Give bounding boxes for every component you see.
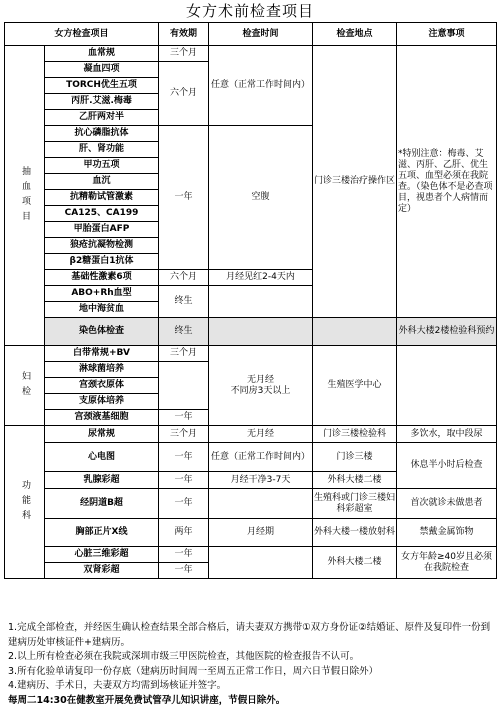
location-cell: 外科大楼二楼 [313, 547, 397, 579]
location-cell: 生殖医学中心 [313, 346, 397, 426]
item-cell: 心电图 [45, 443, 159, 472]
item-cell: 地中海贫血 [45, 302, 159, 318]
notes-cell: 外科大楼2楼检验科预约 [397, 318, 497, 346]
item-cell: 肝、肾功能 [45, 142, 159, 158]
location-cell: 外科大楼一楼放射科 [313, 519, 397, 547]
item-cell: 双肾彩超 [45, 563, 159, 579]
table-row [5, 346, 497, 362]
time-cell: 无月经 [209, 426, 313, 443]
table-row [5, 547, 497, 563]
item-cell: 心脏三维彩超 [45, 547, 159, 563]
notes-cell: 首次就诊未做患者 [397, 489, 497, 519]
location-cell [313, 318, 397, 346]
item-cell: ABO+Rh血型 [45, 286, 159, 302]
validity-cell: 一年 [159, 563, 209, 579]
header-location: 检查地点 [313, 23, 397, 46]
validity-cell: 一年 [159, 489, 209, 519]
item-cell: 支原体培养 [45, 394, 159, 410]
validity-cell [159, 362, 209, 410]
time-cell: 月经见红2-4天内 [209, 270, 313, 286]
footer-notes [4, 619, 498, 710]
validity-cell: 一年 [159, 126, 209, 270]
page-title: 女方术前检查项目 [185, 2, 314, 20]
notes-cell: 女方年龄≥40岁且必须在我院检查 [397, 547, 497, 579]
validity-cell: 一年 [159, 443, 209, 472]
item-cell: 宫颈衣原体 [45, 378, 159, 394]
notes-cell: *特别注意：梅毒、艾滋、丙肝、乙肝、优生五项、血型必须在我院查。（染色体不是必查项目，视患者个人病情而定） [397, 46, 497, 318]
table-row [5, 426, 497, 443]
item-cell: β2糖蛋白1抗体 [45, 254, 159, 270]
item-cell: 乙肝两对半 [45, 110, 159, 126]
table-header [5, 23, 497, 46]
footer-line-3: 3.所有化验单请复印一份存底（建病历时间周一至周五正常工作日，周六日节假日除外） [8, 665, 379, 677]
time-cell [209, 547, 313, 579]
notes-cell: 多饮水，取中段尿 [397, 426, 497, 443]
notes-cell: 休息半小时后检查 [397, 443, 497, 489]
time-cell: 月经期 [209, 519, 313, 547]
header-validity: 有效期 [159, 23, 209, 46]
validity-cell: 一年 [159, 410, 209, 426]
footer-line-1: 1.完成全部检查，并经医生确认检查结果全部合格后，请夫妻双方携带①双方身份证②结婚证、原件及复印件一份到建病历处审核证件+建病历。 [8, 622, 491, 648]
item-cell: 抗心磷脂抗体 [45, 126, 159, 142]
time-cell [209, 286, 313, 318]
footer-line-4: 4.建病历、手术日，夫妻双方均需到场核证并签字。 [8, 680, 227, 691]
notes-cell [397, 346, 497, 426]
time-cell: 空腹 [209, 126, 313, 270]
time-cell: 任意（正常工作时间内） [209, 443, 313, 472]
table-row [5, 489, 497, 519]
item-cell: 胸部正片X线 [45, 519, 159, 547]
section-gyn: 妇检 [5, 346, 45, 426]
section-blood: 抽血项目 [5, 46, 45, 346]
location-cell: 门诊三楼 [313, 443, 397, 472]
validity-cell: 两年 [159, 519, 209, 547]
validity-cell: 六个月 [159, 62, 209, 126]
item-cell: 丙肝.艾滋.梅毒 [45, 94, 159, 110]
item-cell: 狼疮抗凝物检测 [45, 238, 159, 254]
item-cell: 宫颈液基细胞 [45, 410, 159, 426]
item-cell: 凝血四项 [45, 62, 159, 78]
footer-line-2: 2.以上所有检查必须在我院或深圳市级三甲医院检查，其他医院的检查报告不认可。 [8, 651, 360, 662]
location-cell: 门诊三楼治疗操作区 [313, 46, 397, 318]
item-cell: 经阴道B超 [45, 489, 159, 519]
time-cell: 无月经 不同房3天以上 [209, 346, 313, 426]
notes-cell: 禁戴金属饰物 [397, 519, 497, 547]
location-cell: 门诊三楼检验科 [313, 426, 397, 443]
validity-cell: 三个月 [159, 346, 209, 362]
item-cell: 血沉 [45, 174, 159, 190]
header-time: 检查时间 [209, 23, 313, 46]
item-cell: 尿常规 [45, 426, 159, 443]
validity-cell: 一年 [159, 472, 209, 489]
header-item: 女方检查项目 [5, 23, 159, 46]
validity-cell: 终生 [159, 318, 209, 346]
validity-cell: 三个月 [159, 426, 209, 443]
location-cell: 外科大楼二楼 [313, 472, 397, 489]
table-row [5, 318, 497, 346]
item-cell: CA125、CA199 [45, 206, 159, 222]
item-cell: 白带常规+BV [45, 346, 159, 362]
time-cell [209, 318, 313, 346]
item-cell: 乳腺彩超 [45, 472, 159, 489]
item-cell: 淋球菌培养 [45, 362, 159, 378]
validity-cell: 一年 [159, 547, 209, 563]
item-cell: 甲胎蛋白AFP [45, 222, 159, 238]
validity-cell: 终生 [159, 286, 209, 318]
table-row [5, 46, 497, 62]
location-cell: 生殖科或门诊三楼妇科彩超室 [313, 489, 397, 519]
item-cell: 血常规 [45, 46, 159, 62]
item-cell: 抗精勒试管激素 [45, 190, 159, 206]
table-row [5, 443, 497, 472]
header-notes: 注意事项 [397, 23, 497, 46]
time-cell: 月经干净3-7天 [209, 472, 313, 489]
time-cell: 任意（正常工作时间内） [209, 46, 313, 126]
validity-cell: 三个月 [159, 46, 209, 62]
section-func: 功能科 [5, 426, 45, 579]
validity-cell: 六个月 [159, 270, 209, 286]
footer-line-5: 每周二14:30在健教室开展免费试管孕儿知识讲座，节假日除外。 [8, 694, 286, 706]
item-cell: TORCH优生五项 [45, 78, 159, 94]
exam-table [4, 22, 497, 579]
item-cell: 染色体检查 [45, 318, 159, 346]
item-cell: 基础性激素6项 [45, 270, 159, 286]
item-cell: 甲功五项 [45, 158, 159, 174]
table-row [5, 519, 497, 547]
time-cell [209, 489, 313, 519]
